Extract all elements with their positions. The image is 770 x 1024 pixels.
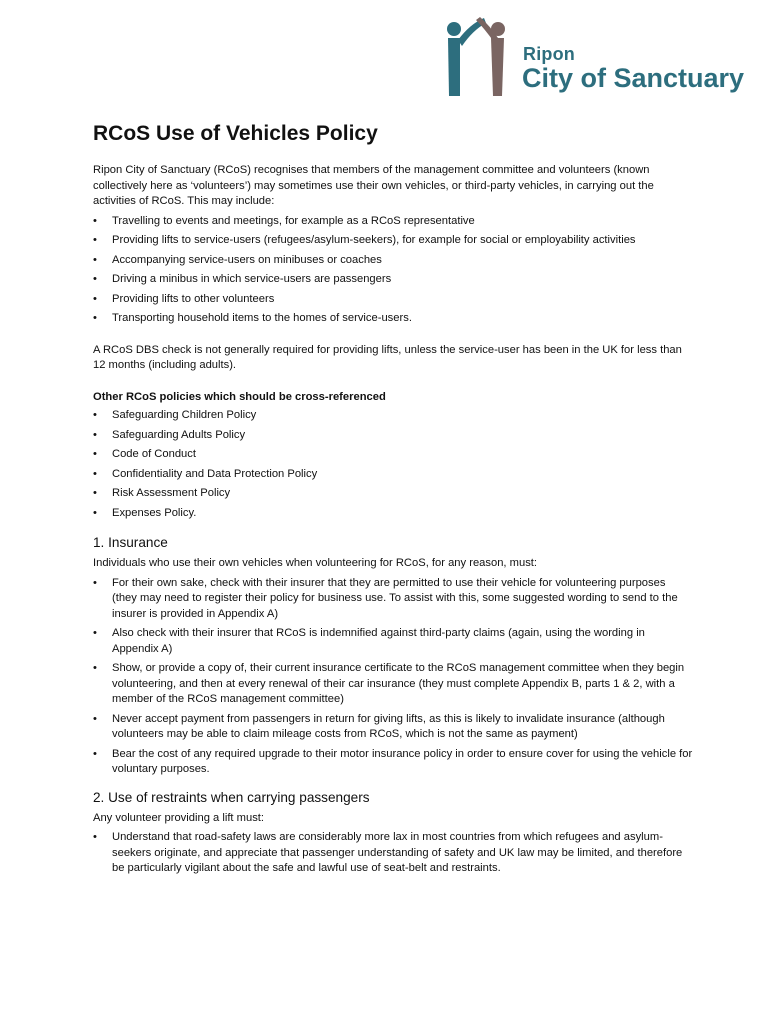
list-item: • Safeguarding Children Policy bbox=[93, 408, 693, 424]
bullet-icon: • bbox=[93, 312, 97, 324]
list-item: • For their own sake, check with their insurer that they are permitted to use their vehicle for volunteering purposes (they may need to register their policy for business use. To assist with this, some suggested wording to send to the insurer is provided in Appendix A) bbox=[93, 576, 678, 620]
list-item: • Never accept payment from passengers in return for giving lifts, as this is likely to invalidate insurance (although volunteers may be able to claim mileage costs from RCoS, which is not the same as payment) bbox=[93, 712, 665, 740]
bullet-icon: • bbox=[93, 467, 97, 480]
bullet-icon: • bbox=[93, 253, 97, 266]
bullet-icon: • bbox=[93, 214, 97, 227]
list-item: • Driving a minibus in which service-users are passengers bbox=[93, 272, 693, 288]
bullet-icon: • bbox=[93, 712, 97, 725]
bullet-icon: • bbox=[93, 292, 97, 305]
list-item: • Show, or provide a copy of, their current insurance certificate to the RCoS management committee when they begin volunteering, and then at every renewal of their car insurance (they must complete Appendix B, parts 1 & 2, with a member of the RCoS management committee) bbox=[93, 662, 685, 705]
cross-reference-heading: Other RCoS policies which should be cross-referenced bbox=[93, 390, 386, 403]
section-heading-restraints: 2. Use of restraints when carrying passengers bbox=[93, 789, 370, 805]
list-item: • Understand that road-safety laws are considerably more lax in most countries from which refugees and asylum-seekers originate, and appreciate that passenger understanding of safety and UK law may be limited, and therefore be particularly vigilant about the safe and lawful use of seat-belt and restraints. bbox=[93, 831, 683, 874]
list-item: • Providing lifts to other volunteers bbox=[93, 292, 693, 308]
bullet-icon: • bbox=[93, 428, 97, 441]
list-item: • Code of Conduct bbox=[93, 447, 693, 463]
intro-paragraph: Ripon City of Sanctuary (RCoS) recognises that members of the management committee and volunteers (known collectively here as ‘volunteers’) may sometimes use their own vehicles, or third-party vehicles, in carrying out the activities of RCoS. This may include: bbox=[93, 164, 654, 207]
list-item: • Confidentiality and Data Protection Policy bbox=[93, 467, 693, 483]
bullet-icon: • bbox=[93, 234, 97, 246]
list-item: • Transporting household items to the homes of service-users. bbox=[93, 311, 693, 327]
bullet-icon: • bbox=[93, 627, 97, 639]
dbs-note-paragraph: A RCoS DBS check is not generally required for providing lifts, unless the service-user has been in the UK for less than 12 months (including adults). bbox=[93, 343, 682, 371]
two-figures-roof-icon bbox=[440, 14, 520, 100]
document-body bbox=[93, 122, 693, 881]
activities-list bbox=[93, 214, 693, 327]
bullet-icon: • bbox=[93, 831, 97, 843]
bullet-icon: • bbox=[93, 409, 97, 421]
bullet-icon: • bbox=[93, 576, 97, 589]
restraints-list bbox=[93, 830, 693, 877]
logo-text-ripon: Ripon bbox=[523, 44, 575, 64]
page-title: RCoS Use of Vehicles Policy bbox=[93, 122, 378, 145]
list-item: • Providing lifts to service-users (refugees/asylum-seekers), for example for social or employability activities bbox=[93, 233, 693, 249]
list-item: • Travelling to events and meetings, for example as a RCoS representative bbox=[93, 214, 693, 230]
section-restraints bbox=[93, 790, 693, 877]
bullet-icon: • bbox=[93, 448, 97, 460]
section-intro: Individuals who use their own vehicles when volunteering for RCoS, for any reason, must: bbox=[93, 557, 537, 569]
section-heading-insurance: 1. Insurance bbox=[93, 535, 168, 550]
bullet-icon: • bbox=[93, 506, 97, 519]
list-item: • Accompanying service-users on minibuses or coaches bbox=[93, 253, 693, 269]
insurance-list bbox=[93, 576, 693, 778]
section-intro: Any volunteer providing a lift must: bbox=[93, 811, 265, 824]
bullet-icon: • bbox=[93, 662, 97, 674]
list-item: • Bear the cost of any required upgrade to their motor insurance policy in order to ensure cover for using the vehicle for voluntary purposes. bbox=[93, 747, 693, 775]
logo-text-city-of-sanctuary: City of Sanctuary bbox=[522, 63, 745, 93]
list-item: • Safeguarding Adults Policy bbox=[93, 428, 693, 444]
bullet-icon: • bbox=[93, 273, 97, 285]
section-insurance bbox=[93, 535, 693, 778]
cross-reference-list bbox=[93, 408, 693, 521]
list-item: • Also check with their insurer that RCoS is indemnified against third-party claims (again, using the wording in Appendix A) bbox=[93, 627, 645, 655]
bullet-icon: • bbox=[93, 747, 97, 760]
bullet-icon: • bbox=[93, 487, 97, 499]
list-item: • Risk Assessment Policy bbox=[93, 486, 693, 502]
ripon-city-of-sanctuary-logo bbox=[440, 14, 755, 100]
list-item: • Expenses Policy. bbox=[93, 506, 693, 522]
